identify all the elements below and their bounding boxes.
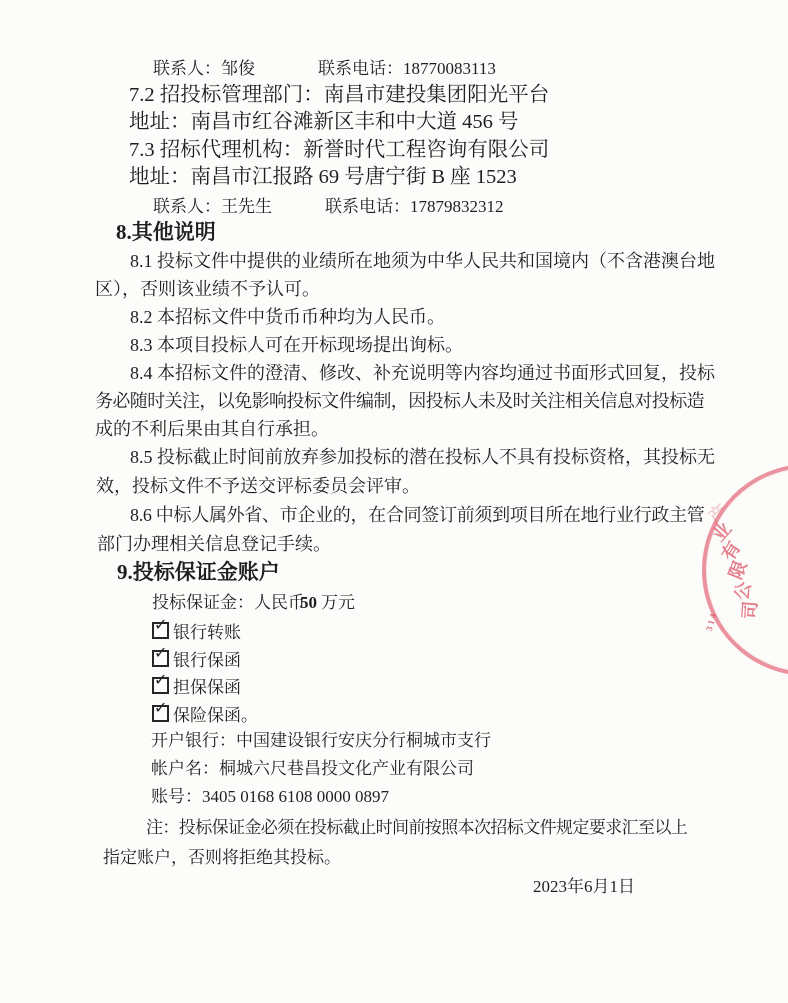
doc-line: 联系电话：18770083113 [318, 59, 496, 78]
checkbox-label: 银行保函 [173, 651, 241, 670]
seal-char: 有 [717, 538, 745, 564]
doc-line: 7.2 招投标管理部门：南昌市建投集团阳光平台 [129, 84, 550, 106]
seal-char: 产 [704, 500, 732, 528]
doc-line: 2023年6月1日 [533, 877, 635, 896]
check-icon: ✓ [154, 643, 168, 662]
checkbox-line [152, 670, 241, 697]
doc-line: 50 [300, 593, 317, 612]
doc-line: 注：投标保证金必须在投标截止时间前按照本次招标文件规定要求汇至以上 [146, 818, 688, 837]
doc-line: 效，投标文件不予送交评标委员会评审。 [96, 476, 420, 496]
doc-line: 帐户名：桐城六尺巷昌投文化产业有限公司 [151, 759, 474, 778]
check-icon: ✓ [154, 670, 168, 689]
doc-line: 9.投标保证金账户 [117, 560, 280, 584]
doc-line: 8.5 投标截止时间前放弃参加投标的潜在投标人不具有投标资格，其投标无 [130, 447, 715, 467]
doc-line: 8.2 本招标文件中货币币种均为人民币。 [130, 307, 445, 327]
doc-line: 地址：南昌市红谷滩新区丰和中大道 456 号 [129, 111, 519, 133]
seal-char: 业 [708, 518, 736, 546]
checkbox-label: 保险保函。 [173, 706, 258, 725]
doc-line: 部门办理相关信息登记手续。 [97, 534, 331, 554]
checkbox-checked-icon [152, 615, 169, 639]
doc-line: 7.3 招标代理机构：新誉时代工程咨询有限公司 [129, 139, 550, 161]
checkbox-checked-icon [152, 698, 169, 722]
checkbox-checked-icon [152, 643, 169, 667]
doc-line: 开户银行：中国建设银行安庆分行桐城市支行 [151, 731, 491, 750]
seal-char: 限 [725, 557, 751, 583]
check-icon: ✓ [154, 615, 168, 634]
seal-char: 司 [739, 600, 761, 620]
doc-line: 8.1 投标文件中提供的业绩所在地须为中华人民共和国境内（不含港澳台地 [130, 251, 715, 271]
doc-line: 联系人：王先生 [153, 197, 272, 216]
checkbox-line [152, 698, 258, 725]
doc-line: 成的不利后果由其自行承担。 [95, 419, 329, 439]
doc-line: 指定账户，否则将拒绝其投标。 [103, 848, 341, 867]
doc-line: 8.3 本项目投标人可在开标现场提出询标。 [130, 335, 463, 355]
check-icon: ✓ [154, 698, 168, 717]
doc-line: 8.其他说明 [116, 220, 216, 244]
doc-line: 投标保证金：人民币 [152, 593, 305, 612]
doc-line: 联系人：邹俊 [153, 59, 255, 78]
doc-line: 务必随时关注，以免影响投标文件编制，因投标人未及时关注相关信息对投标造 [95, 391, 704, 411]
checkbox-checked-icon [152, 670, 169, 694]
doc-line: 8.6 中标人属外省、市企业的，在合同签订前须到项目所在地行业行政主管 [130, 505, 705, 525]
seal-ring-icon [702, 464, 788, 676]
doc-line: 8.4 本招标文件的澄清、修改、补充说明等内容均通过书面形式回复，投标 [130, 363, 715, 383]
seal-serial-digits: 314 [703, 610, 719, 633]
doc-line: 万元 [321, 593, 355, 612]
doc-line: 地址：南昌市江报路 69 号唐宁街 B 座 1523 [129, 166, 517, 188]
doc-line: 联系电话：17879832312 [325, 197, 504, 216]
doc-line: 账号：3405 0168 6108 0000 0897 [151, 787, 389, 806]
checkbox-line [152, 615, 241, 642]
checkbox-line [152, 643, 241, 670]
checkbox-label: 银行转账 [173, 623, 241, 642]
seal-char: 公 [731, 580, 755, 602]
checkbox-label: 担保保函 [173, 678, 241, 697]
doc-line: 区），否则该业绩不予认可。 [95, 279, 320, 299]
